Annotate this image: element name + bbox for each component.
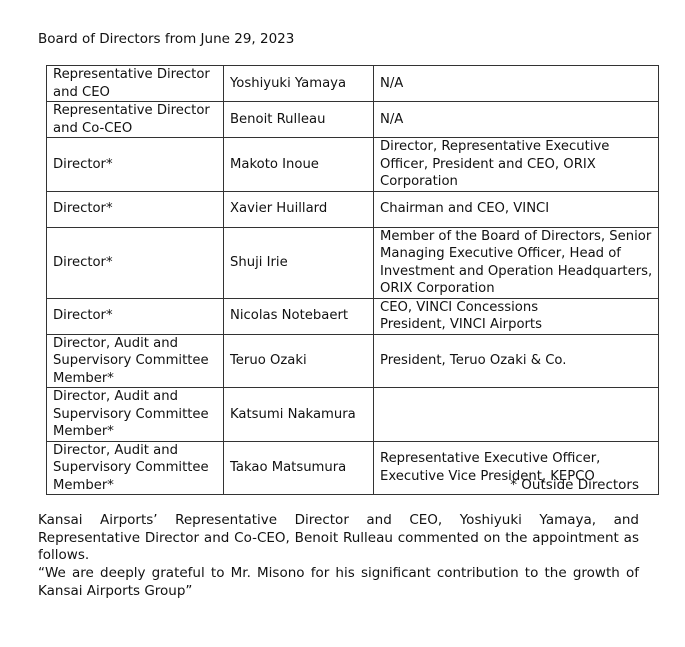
- name-cell: Teruo Ozaki: [224, 334, 374, 388]
- role-cell: Representative Director and CEO: [47, 66, 224, 102]
- name-cell: Nicolas Notebaert: [224, 298, 374, 334]
- position-cell: Chairman and CEO, VINCI: [374, 191, 659, 227]
- role-cell: Director, Audit and Supervisory Committee Member*: [47, 334, 224, 388]
- role-cell: Director*: [47, 298, 224, 334]
- role-cell: Director*: [47, 191, 224, 227]
- table-row: [47, 298, 659, 334]
- table-row: [47, 66, 659, 102]
- role-cell: Director*: [47, 227, 224, 298]
- role-cell: Representative Director and Co-CEO: [47, 102, 224, 138]
- table-row: [47, 191, 659, 227]
- position-cell: Representative Executive Officer, Executive Vice President, KEPCO: [374, 441, 659, 495]
- name-cell: Shuji Irie: [224, 227, 374, 298]
- position-cell: [374, 298, 659, 334]
- table-row: [47, 102, 659, 138]
- position-line: CEO, VINCI Concessions: [380, 299, 539, 315]
- position-cell: N/A: [374, 102, 659, 138]
- board-of-directors-table: [46, 65, 659, 495]
- role-cell: Director, Audit and Supervisory Committee Member*: [47, 441, 224, 495]
- position-cell: President, Teruo Ozaki & Co.: [374, 334, 659, 388]
- outside-directors-footnote: * Outside Directors: [510, 477, 639, 493]
- position-line: President, VINCI Airports: [380, 317, 542, 332]
- table-row: [47, 388, 659, 442]
- position-cell: Director, Representative Executive Officer, President and CEO, ORIX Corporation: [374, 138, 659, 192]
- name-cell: Yoshiyuki Yamaya: [224, 66, 374, 102]
- comment-intro-paragraph: Kansai Airports’ Representative Director and CEO, Yoshiyuki Yamaya, and Representative Director and Co-CEO, Benoit Rulleau commented on the appointment as follows.: [38, 512, 639, 563]
- position-cell: Member of the Board of Directors, Senior Managing Executive Officer, Head of Investment and Operation Headquarters, ORIX Corporation: [374, 227, 659, 298]
- name-cell: Katsumi Nakamura: [224, 388, 374, 442]
- position-cell: N/A: [374, 66, 659, 102]
- name-cell: Takao Matsumura: [224, 441, 374, 495]
- table-row: [47, 227, 659, 298]
- role-cell: Director*: [47, 138, 224, 192]
- name-cell: Benoit Rulleau: [224, 102, 374, 138]
- role-cell: Director, Audit and Supervisory Committee Member*: [47, 388, 224, 442]
- quote-paragraph: “We are deeply grateful to Mr. Misono for his significant contribution to the growth of Kansai Airports Group”: [38, 565, 639, 599]
- name-cell: Xavier Huillard: [224, 191, 374, 227]
- table-row: [47, 334, 659, 388]
- position-cell: [374, 388, 659, 442]
- name-cell: Makoto Inoue: [224, 138, 374, 192]
- page-heading: Board of Directors from June 29, 2023: [38, 31, 295, 47]
- table-row: [47, 138, 659, 192]
